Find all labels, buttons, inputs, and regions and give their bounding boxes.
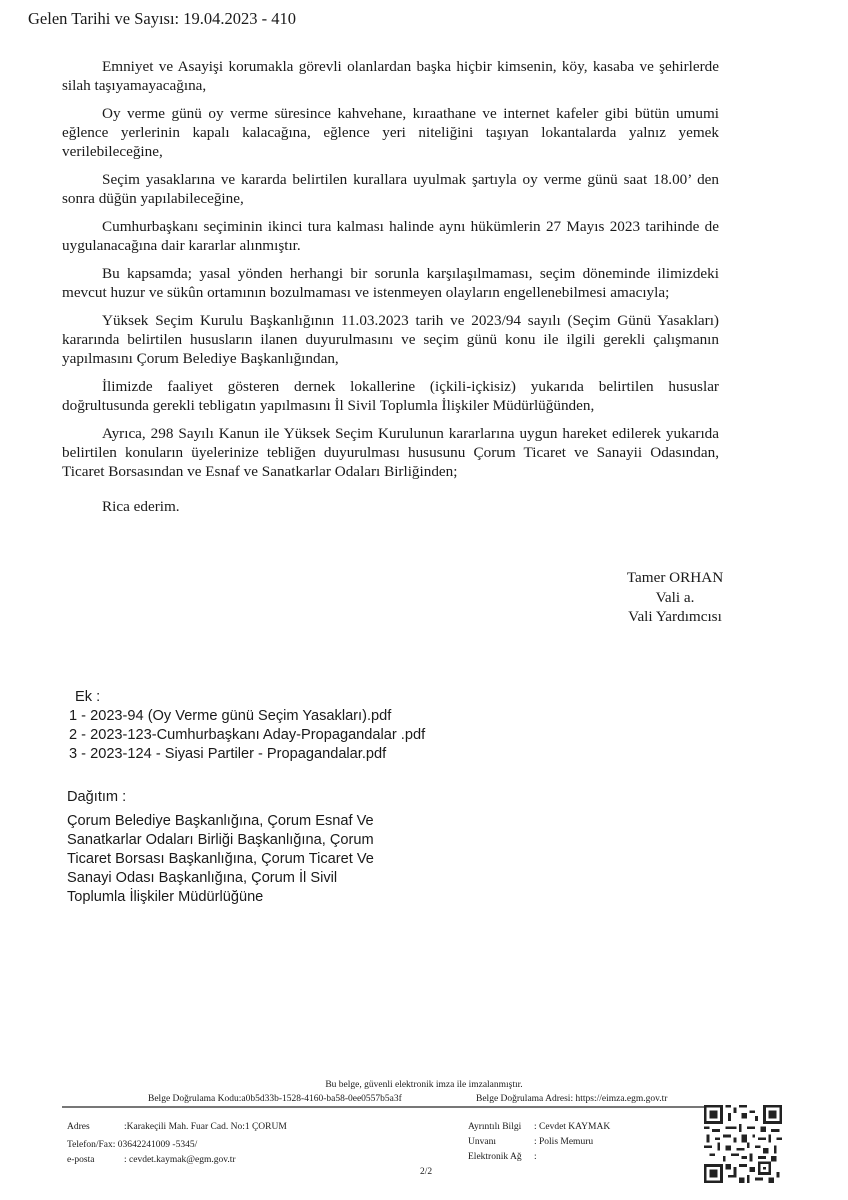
- email-value[interactable]: : cevdet.kaymak@egm.gov.tr: [124, 1155, 236, 1165]
- rank-label: Unvanı: [468, 1137, 496, 1147]
- verification-code: Belge Doğrulama Kodu:a0b5d33b-1528-4160-ba58-0ee0557b5a3f: [148, 1094, 402, 1104]
- paragraph-scope: Bu kapsamda; yasal yönden herhangi bir sorunla karşılaşılmaması, seçim döneminde ilimizdeki mevcut huzur ve sükûn ortamının bozulmaması ve istenmeyen olayların engellenebilmesi amacıyla;: [62, 265, 719, 301]
- signer-name: Tamer ORHAN: [626, 569, 724, 586]
- network-value: :: [534, 1152, 537, 1162]
- footer-contact: [67, 1120, 287, 1168]
- paragraph-closing: Rica ederim.: [102, 498, 180, 515]
- footer-info: [468, 1120, 610, 1165]
- paragraph-second-round: Cumhurbaşkanı seçiminin ikinci tura kalması halinde aynı hükümlerin 27 Mayıs 2023 tarihinde de uygulanacağına dair kararlar alınmıştır.: [62, 218, 719, 254]
- signer-title: Vali Yardımcısı: [628, 608, 722, 625]
- e-signature-note: Bu belge, güvenli elektronik imza ile imzalanmıştır.: [325, 1080, 523, 1090]
- attachment-item[interactable]: 1 - 2023-94 (Oy Verme günü Seçim Yasakları).pdf: [69, 708, 392, 724]
- attachments-title: Ek :: [75, 689, 101, 705]
- qr-code-icon: [704, 1105, 782, 1183]
- info-value: : Cevdet KAYMAK: [534, 1122, 611, 1132]
- paragraph-weapons: Emniyet ve Asayişi korumakla görevli olanlardan başka hiçbir kimsenin, köy, kasaba ve şehirlerde silah taşıyamayacağına,: [62, 58, 719, 94]
- distribution-line: Toplumla İlişkiler Müdürlüğüne: [67, 889, 264, 905]
- distribution-line: Sanayi Odası Başkanlığına, Çorum İl Sivil: [67, 870, 338, 886]
- distribution-line: Sanatkarlar Odaları Birliği Başkanlığına, Çorum: [67, 832, 374, 848]
- distribution-line: Çorum Belediye Başkanlığına, Çorum Esnaf Ve: [67, 813, 374, 829]
- attachment-item[interactable]: 3 - 2023-124 - Siyasi Partiler - Propagandalar.pdf: [69, 746, 387, 762]
- paragraph-entertainment-venues: Oy verme günü oy verme süresince kahvehane, kıraathane ve internet kafeler gibi bütün umumi eğlence yerlerinin kapalı kalacağına, eğlence yeri niteliğini taşıyan lokantalarda yalnız yemek verilebileceğine,: [62, 105, 719, 160]
- letter-body: [62, 57, 719, 525]
- footer-divider: [62, 1106, 752, 1108]
- info-label: Ayrıntılı Bilgi: [468, 1122, 522, 1132]
- received-date-number: Gelen Tarihi ve Sayısı: 19.04.2023 - 410: [28, 9, 297, 28]
- page-number: 2/2: [420, 1167, 433, 1177]
- address-label: Adres: [67, 1122, 90, 1132]
- signer-on-behalf: Vali a.: [655, 588, 695, 606]
- email-label: e-posta: [67, 1155, 95, 1165]
- distribution-section: [67, 788, 427, 907]
- phone-fax: Telefon/Fax: 03642241009 -5345/: [67, 1140, 198, 1150]
- paragraph-associations: İlimizde faaliyet gösteren dernek lokallerine (içkili-içkisiz) yukarıda belirtilen hususlar doğrultusunda gerekli tebligatın yapılmasını İl Sivil Toplumla İlişkiler Müdürlüğünden,: [62, 378, 719, 414]
- address-value: :Karakeçili Mah. Fuar Cad. No:1 ÇORUM: [124, 1122, 287, 1132]
- signature-block: [600, 568, 750, 627]
- network-label: Elektronik Ağ: [468, 1152, 522, 1162]
- attachment-item[interactable]: 2 - 2023-123-Cumhurbaşkanı Aday-Propagandalar .pdf: [69, 727, 426, 743]
- distribution-title: Dağıtım :: [67, 789, 127, 805]
- paragraph-ysk-decision: Yüksek Seçim Kurulu Başkanlığının 11.03.2023 tarih ve 2023/94 sayılı (Seçim Günü Yasakları) kararında belirtilen hususların ilanen duyurulmasını ve seçim günü konu ile ilgili gerekli çalışmanın yapılmasını Çorum Belediye Başkanlığından,: [62, 312, 719, 367]
- attachments-section: [69, 688, 426, 764]
- paragraph-weddings: Seçim yasaklarına ve kararda belirtilen kurallara uyulmak şartıyla oy verme günü saat 18.00’ den sonra düğün yapılabileceğine,: [62, 171, 719, 207]
- distribution-line: Ticaret Borsası Başkanlığına, Çorum Ticaret Ve: [67, 851, 374, 867]
- paragraph-chambers: Ayrıca, 298 Sayılı Kanun ile Yüksek Seçim Kurulunun kararlarına uygun hareket edilerek yukarıda belirtilen konuların üyelerinize tebliğen duyurulması hususunu Çorum Ticaret ve Sanayii Odasından, Ticaret Borsasından ve Esnaf ve Sanatkarlar Odaları Birliğinden;: [62, 425, 719, 480]
- rank-value: : Polis Memuru: [534, 1137, 594, 1147]
- verification-address[interactable]: Belge Doğrulama Adresi: https://eimza.egm.gov.tr: [476, 1094, 668, 1104]
